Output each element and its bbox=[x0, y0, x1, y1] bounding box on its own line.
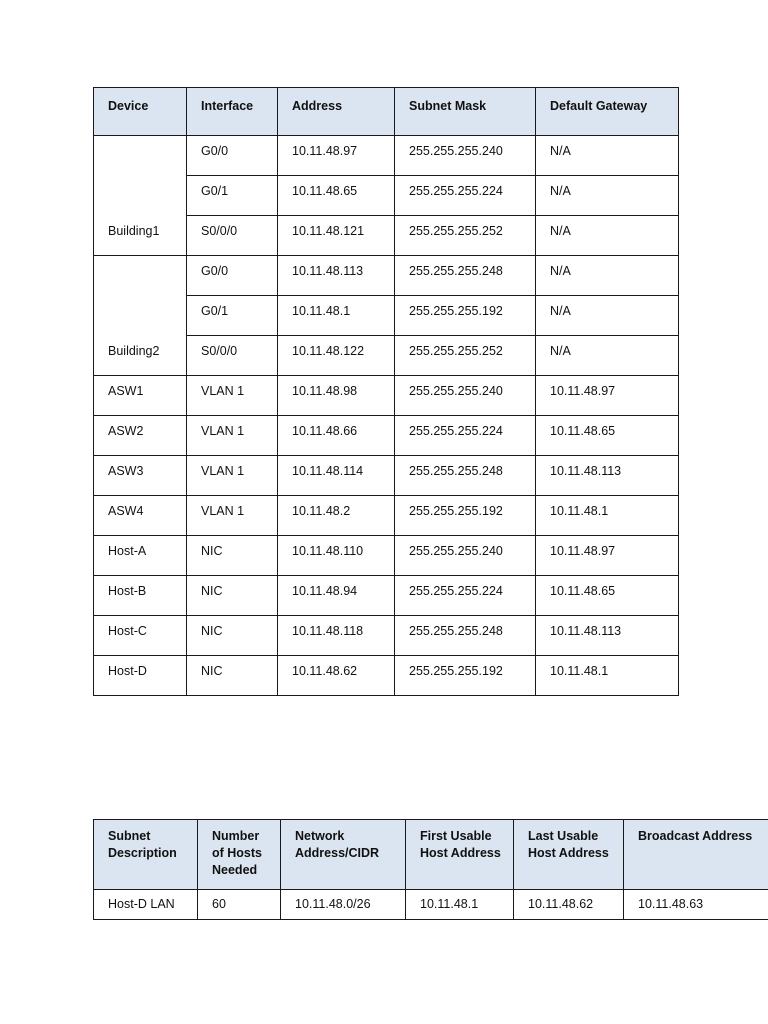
gateway-cell: 10.11.48.65 bbox=[536, 416, 679, 456]
broadcast-cell: 10.11.48.63 bbox=[624, 890, 768, 920]
device-cell: Host-B bbox=[94, 576, 187, 616]
mask-cell: 255.255.255.248 bbox=[395, 616, 536, 656]
mask-cell: 255.255.255.192 bbox=[395, 496, 536, 536]
header-broadcast-address bbox=[624, 820, 768, 890]
table-row bbox=[94, 576, 679, 616]
header-first-usable bbox=[406, 820, 514, 890]
interface-cell: VLAN 1 bbox=[187, 456, 278, 496]
gateway-cell: N/A bbox=[536, 136, 679, 176]
mask-cell: 255.255.255.240 bbox=[395, 136, 536, 176]
mask-cell: 255.255.255.248 bbox=[395, 456, 536, 496]
header-line: Description bbox=[108, 846, 177, 860]
header-subnet-mask: Subnet Mask bbox=[395, 88, 536, 136]
mask-cell: 255.255.255.192 bbox=[395, 296, 536, 336]
gateway-cell: N/A bbox=[536, 296, 679, 336]
header-interface: Interface bbox=[187, 88, 278, 136]
address-cell: 10.11.48.94 bbox=[278, 576, 395, 616]
mask-cell: 255.255.255.192 bbox=[395, 656, 536, 696]
interface-cell: G0/0 bbox=[187, 136, 278, 176]
address-cell: 10.11.48.110 bbox=[278, 536, 395, 576]
interface-cell: S0/0/0 bbox=[187, 216, 278, 256]
table-row bbox=[94, 456, 679, 496]
mask-cell: 255.255.255.224 bbox=[395, 416, 536, 456]
table-row bbox=[94, 656, 679, 696]
table-row bbox=[94, 890, 768, 920]
interface-cell: S0/0/0 bbox=[187, 336, 278, 376]
mask-cell: 255.255.255.248 bbox=[395, 256, 536, 296]
address-cell: 10.11.48.98 bbox=[278, 376, 395, 416]
address-cell: 10.11.48.2 bbox=[278, 496, 395, 536]
address-cell: 10.11.48.65 bbox=[278, 176, 395, 216]
interface-cell: G0/1 bbox=[187, 296, 278, 336]
address-cell: 10.11.48.113 bbox=[278, 256, 395, 296]
interface-cell: VLAN 1 bbox=[187, 496, 278, 536]
interface-cell: NIC bbox=[187, 576, 278, 616]
table-row bbox=[94, 416, 679, 456]
address-cell: 10.11.48.97 bbox=[278, 136, 395, 176]
table-row bbox=[94, 256, 679, 296]
gateway-cell: 10.11.48.65 bbox=[536, 576, 679, 616]
mask-cell: 255.255.255.252 bbox=[395, 216, 536, 256]
address-cell: 10.11.48.66 bbox=[278, 416, 395, 456]
mask-cell: 255.255.255.240 bbox=[395, 536, 536, 576]
gateway-cell: N/A bbox=[536, 216, 679, 256]
address-cell: 10.11.48.1 bbox=[278, 296, 395, 336]
mask-cell: 255.255.255.224 bbox=[395, 176, 536, 216]
gateway-cell: 10.11.48.97 bbox=[536, 536, 679, 576]
mask-cell: 255.255.255.252 bbox=[395, 336, 536, 376]
mask-cell: 255.255.255.224 bbox=[395, 576, 536, 616]
header-subnet-description bbox=[94, 820, 198, 890]
header-last-usable bbox=[514, 820, 624, 890]
gateway-cell: N/A bbox=[536, 176, 679, 216]
device-cell: ASW4 bbox=[94, 496, 187, 536]
address-cell: 10.11.48.121 bbox=[278, 216, 395, 256]
header-line: Subnet bbox=[108, 829, 151, 843]
gateway-cell: 10.11.48.113 bbox=[536, 616, 679, 656]
mask-cell: 255.255.255.240 bbox=[395, 376, 536, 416]
device-cell: Building2 bbox=[94, 256, 187, 376]
header-network-address bbox=[281, 820, 406, 890]
device-cell: Host-C bbox=[94, 616, 187, 656]
header-hosts-needed bbox=[198, 820, 281, 890]
first-usable-cell: 10.11.48.1 bbox=[406, 890, 514, 920]
gateway-cell: N/A bbox=[536, 336, 679, 376]
header-default-gateway: Default Gateway bbox=[536, 88, 679, 136]
addressing-table bbox=[93, 87, 679, 696]
subnet-table bbox=[93, 819, 768, 920]
header-line: Last Usable bbox=[528, 829, 599, 843]
network-cell: 10.11.48.0/26 bbox=[281, 890, 406, 920]
device-cell: Host-D bbox=[94, 656, 187, 696]
header-address: Address bbox=[278, 88, 395, 136]
header-line: Network bbox=[295, 829, 345, 843]
device-cell: ASW2 bbox=[94, 416, 187, 456]
address-cell: 10.11.48.118 bbox=[278, 616, 395, 656]
interface-cell: NIC bbox=[187, 616, 278, 656]
header-line: Number bbox=[212, 829, 260, 843]
device-cell: Building1 bbox=[94, 136, 187, 256]
interface-cell: NIC bbox=[187, 536, 278, 576]
header-line: Broadcast Address bbox=[638, 829, 753, 843]
device-cell: ASW3 bbox=[94, 456, 187, 496]
interface-cell: VLAN 1 bbox=[187, 416, 278, 456]
gateway-cell: 10.11.48.1 bbox=[536, 496, 679, 536]
table-row bbox=[94, 616, 679, 656]
header-line: of Hosts bbox=[212, 846, 262, 860]
device-cell: ASW1 bbox=[94, 376, 187, 416]
interface-cell: VLAN 1 bbox=[187, 376, 278, 416]
description-cell: Host-D LAN bbox=[94, 890, 198, 920]
table-row bbox=[94, 136, 679, 176]
header-line: Needed bbox=[212, 863, 258, 877]
table-row bbox=[94, 536, 679, 576]
address-cell: 10.11.48.62 bbox=[278, 656, 395, 696]
interface-cell: G0/0 bbox=[187, 256, 278, 296]
gateway-cell: 10.11.48.1 bbox=[536, 656, 679, 696]
table-row bbox=[94, 376, 679, 416]
header-line: Host Address bbox=[420, 846, 501, 860]
header-line: Host Address bbox=[528, 846, 609, 860]
gateway-cell: 10.11.48.97 bbox=[536, 376, 679, 416]
address-cell: 10.11.48.122 bbox=[278, 336, 395, 376]
table-row bbox=[94, 496, 679, 536]
header-device: Device bbox=[94, 88, 187, 136]
hosts-cell: 60 bbox=[198, 890, 281, 920]
header-line: First Usable bbox=[420, 829, 492, 843]
addressing-header-row bbox=[94, 88, 679, 136]
gateway-cell: N/A bbox=[536, 256, 679, 296]
interface-cell: NIC bbox=[187, 656, 278, 696]
device-cell: Host-A bbox=[94, 536, 187, 576]
subnet-header-row bbox=[94, 820, 768, 890]
interface-cell: G0/1 bbox=[187, 176, 278, 216]
gateway-cell: 10.11.48.113 bbox=[536, 456, 679, 496]
header-line: Address/CIDR bbox=[295, 846, 380, 860]
last-usable-cell: 10.11.48.62 bbox=[514, 890, 624, 920]
address-cell: 10.11.48.114 bbox=[278, 456, 395, 496]
